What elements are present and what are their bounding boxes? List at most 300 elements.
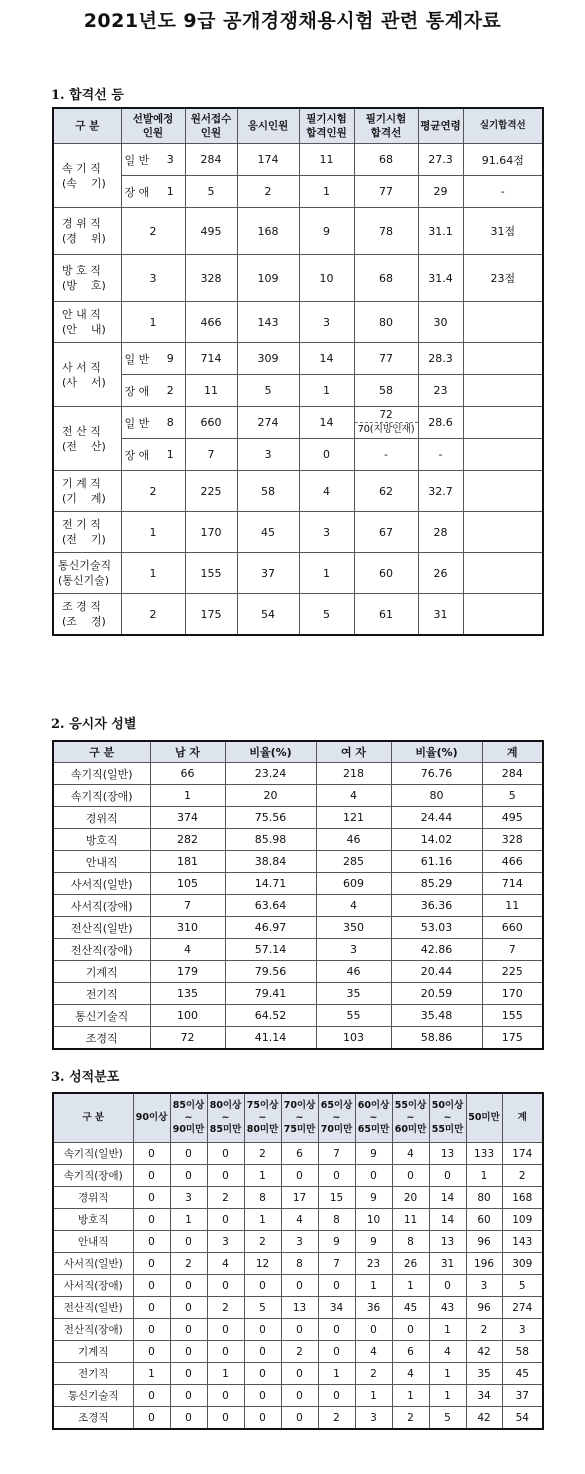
table-row — [53, 1143, 543, 1165]
cell: 0 — [299, 439, 354, 471]
cell: 31.4 — [418, 255, 463, 302]
table-cell: 10 — [355, 1209, 392, 1231]
table-cell: 0 — [244, 1319, 281, 1341]
table-cell: 1 — [150, 785, 225, 807]
table-cell: 0 — [170, 1165, 207, 1187]
table-row — [53, 1027, 543, 1050]
cell: 14 — [299, 407, 354, 439]
table-row — [53, 1165, 543, 1187]
cell: 7 — [185, 439, 237, 471]
cell: 80 — [354, 302, 418, 343]
table-row — [53, 1209, 543, 1231]
row-label: 사서직(일반) — [53, 1253, 133, 1275]
table-cell: 0 — [207, 1385, 244, 1407]
table-cell: 0 — [281, 1319, 318, 1341]
row-label: 속기직(일반) — [53, 1143, 133, 1165]
score-table-body — [53, 1143, 543, 1430]
header-written-cutoff: 필기시험 합격선 — [354, 108, 418, 144]
cell — [463, 512, 543, 553]
row-label: 통신기술직 — [53, 1385, 133, 1407]
cell: 170 — [185, 512, 237, 553]
table-cell: 34 — [466, 1385, 502, 1407]
cell: 225 — [185, 471, 237, 512]
cell: 28 — [418, 512, 463, 553]
table-cell: 0 — [133, 1231, 170, 1253]
cell: 8 — [156, 407, 185, 439]
row-name: 조 경 직 (조 경) — [53, 594, 121, 636]
table-cell: 14 — [429, 1187, 466, 1209]
table-cell: 179 — [150, 961, 225, 983]
cell: 174 — [237, 144, 299, 176]
table-cell: 20.44 — [391, 961, 482, 983]
row-annae — [53, 302, 543, 343]
table-cell: 2 — [318, 1407, 355, 1430]
table-cell: 9 — [355, 1187, 392, 1209]
table-cell: 13 — [429, 1143, 466, 1165]
cell: 78 — [354, 208, 418, 255]
cell — [463, 553, 543, 594]
table-cell: 42 — [466, 1341, 502, 1363]
table-row — [53, 895, 543, 917]
header-planned: 선발예정 인원 — [121, 108, 185, 144]
header-score-band: 80이상 ~ 85미만 — [207, 1093, 244, 1143]
row-name: 속 기 직 (속 기) — [53, 144, 121, 208]
cell: 2 — [237, 176, 299, 208]
sub-label: 일 반 — [121, 407, 156, 439]
row-tongsin — [53, 553, 543, 594]
cell: 11 — [299, 144, 354, 176]
table-cell: 54 — [502, 1407, 543, 1430]
table-cell: 0 — [170, 1297, 207, 1319]
row-label: 속기직(일반) — [53, 763, 150, 785]
table-cell: 0 — [281, 1363, 318, 1385]
cell: 2 — [121, 471, 185, 512]
table-cell: 310 — [150, 917, 225, 939]
table-cell: 0 — [133, 1407, 170, 1430]
table-cell: 45 — [502, 1363, 543, 1385]
row-label: 사서직(장애) — [53, 1275, 133, 1297]
cell: 77 — [354, 176, 418, 208]
table-cell: 8 — [281, 1253, 318, 1275]
sub-label: 일 반 — [121, 343, 156, 375]
table-cell: 8 — [318, 1209, 355, 1231]
table-cell: 155 — [482, 1005, 543, 1027]
table-cell: 24.44 — [391, 807, 482, 829]
cell: 31 — [418, 594, 463, 636]
cell — [463, 407, 543, 439]
row-label: 전산직(장애) — [53, 1319, 133, 1341]
row-name: 방 호 직 (방 호) — [53, 255, 121, 302]
cell — [463, 343, 543, 375]
table-cell: 285 — [316, 851, 391, 873]
cell: 1 — [299, 553, 354, 594]
table-cell: 284 — [482, 763, 543, 785]
table-cell: 0 — [281, 1385, 318, 1407]
table-cell: 328 — [482, 829, 543, 851]
table-cell: 660 — [482, 917, 543, 939]
table-cell: 4 — [355, 1341, 392, 1363]
table-cell: 1 — [244, 1209, 281, 1231]
table-cell: 374 — [150, 807, 225, 829]
row-saseo-disabled — [53, 375, 543, 407]
row-label: 전산직(일반) — [53, 1297, 133, 1319]
row-gigye — [53, 471, 543, 512]
table-cell: 0 — [133, 1319, 170, 1341]
row-bangho — [53, 255, 543, 302]
table-cell: 4 — [150, 939, 225, 961]
cell: 31.1 — [418, 208, 463, 255]
table-cell: 5 — [429, 1407, 466, 1430]
table-cell: 168 — [502, 1187, 543, 1209]
table-cell: 170 — [482, 983, 543, 1005]
section-title-cutoff: 1. 합격선 등 — [51, 88, 124, 103]
cell: 3 — [121, 255, 185, 302]
header-score-band: 70이상 ~ 75미만 — [281, 1093, 318, 1143]
table-cell: 0 — [133, 1253, 170, 1275]
table-cell: 2 — [244, 1231, 281, 1253]
table-cell: 0 — [207, 1143, 244, 1165]
cell: 5 — [299, 594, 354, 636]
table-cell: 0 — [133, 1385, 170, 1407]
table-row — [53, 1297, 543, 1319]
header-male: 남 자 — [150, 741, 225, 763]
cutoff-table — [52, 107, 544, 636]
cell: 143 — [237, 302, 299, 343]
header-score-band: 60이상 ~ 65미만 — [355, 1093, 392, 1143]
table-cell: 0 — [355, 1165, 392, 1187]
cell: 54 — [237, 594, 299, 636]
table-cell: 58.86 — [391, 1027, 482, 1050]
table-cell: 23.24 — [225, 763, 316, 785]
table-cell: 43 — [429, 1297, 466, 1319]
table-cell: 1 — [429, 1385, 466, 1407]
table-cell: 0 — [170, 1275, 207, 1297]
table-cell: 274 — [502, 1297, 543, 1319]
row-label: 전산직(장애) — [53, 939, 150, 961]
table-cell: 0 — [318, 1385, 355, 1407]
table-cell: 5 — [482, 785, 543, 807]
table-cell: 0 — [429, 1165, 466, 1187]
cell: 1 — [156, 439, 185, 471]
cell: - — [354, 439, 418, 471]
cell: 3 — [299, 512, 354, 553]
row-name: 사 서 직 (사 서) — [53, 343, 121, 407]
table-cell: 13 — [429, 1231, 466, 1253]
row-name: 전 기 직 (전 기) — [53, 512, 121, 553]
row-jeongi — [53, 512, 543, 553]
cell: - — [463, 176, 543, 208]
table-cell: 9 — [318, 1231, 355, 1253]
table-cell: 0 — [170, 1385, 207, 1407]
table-cell: 13 — [281, 1297, 318, 1319]
table-cell: 1 — [429, 1363, 466, 1385]
score-distribution-table — [52, 1092, 544, 1430]
table-cell: 5 — [502, 1275, 543, 1297]
cell: 1 — [299, 176, 354, 208]
row-name: 안 내 직 (안 내) — [53, 302, 121, 343]
table-cell: 66 — [150, 763, 225, 785]
table-cell: 3 — [281, 1231, 318, 1253]
table-cell: 0 — [281, 1275, 318, 1297]
table-cell: 133 — [466, 1143, 502, 1165]
row-label: 조경직 — [53, 1407, 133, 1430]
table-cell: 225 — [482, 961, 543, 983]
row-sokgi-disabled — [53, 176, 543, 208]
table-cell: 0 — [207, 1165, 244, 1187]
table-row — [53, 1385, 543, 1407]
header-total: 계 — [482, 741, 543, 763]
gender-table — [52, 740, 544, 1050]
table-cell: 11 — [482, 895, 543, 917]
table-cell: 7 — [318, 1253, 355, 1275]
table-cell: 79.56 — [225, 961, 316, 983]
table-cell: 181 — [150, 851, 225, 873]
cell: 29 — [418, 176, 463, 208]
cell: 58 — [354, 375, 418, 407]
sub-label: 장 애 — [121, 439, 156, 471]
row-label: 안내직 — [53, 851, 150, 873]
section-title-gender: 2. 응시자 성별 — [51, 717, 137, 732]
row-label: 안내직 — [53, 1231, 133, 1253]
header-category: 구 분 — [53, 1093, 133, 1143]
cell: 2 — [121, 208, 185, 255]
section-title-score-distribution: 3. 성적분포 — [51, 1070, 120, 1085]
table-cell: 1 — [355, 1385, 392, 1407]
cell-cutoff-two-line — [354, 407, 418, 439]
cell: 3 — [237, 439, 299, 471]
row-label: 방호직 — [53, 829, 150, 851]
table-cell: 57.14 — [225, 939, 316, 961]
table-cell: 42 — [466, 1407, 502, 1430]
cutoff-local-talent: 70(지방인재) — [355, 422, 418, 436]
table-cell: 0 — [133, 1143, 170, 1165]
table-cell: 175 — [482, 1027, 543, 1050]
table-cell: 2 — [207, 1297, 244, 1319]
table-cell: 196 — [466, 1253, 502, 1275]
cell: 109 — [237, 255, 299, 302]
cell: 328 — [185, 255, 237, 302]
header-score-band: 50미만 — [466, 1093, 502, 1143]
cell: 1 — [121, 553, 185, 594]
table-cell: 2 — [466, 1319, 502, 1341]
table-cell: 46 — [316, 961, 391, 983]
row-sokgi-normal — [53, 144, 543, 176]
table-cell: 1 — [466, 1165, 502, 1187]
header-category: 구 분 — [53, 741, 150, 763]
table-cell: 495 — [482, 807, 543, 829]
table-cell: 36 — [355, 1297, 392, 1319]
header-female: 여 자 — [316, 741, 391, 763]
table-row — [53, 1407, 543, 1430]
cell: 309 — [237, 343, 299, 375]
table-cell: 79.41 — [225, 983, 316, 1005]
table-row — [53, 1253, 543, 1275]
page-title: 2021년도 9급 공개경쟁채용시험 관련 통계자료 — [83, 10, 502, 32]
table-cell: 1 — [170, 1209, 207, 1231]
table-cell: 0 — [133, 1187, 170, 1209]
table-cell: 0 — [318, 1341, 355, 1363]
cell: 466 — [185, 302, 237, 343]
row-name: 경 위 직 (경 위) — [53, 208, 121, 255]
table-cell: 0 — [133, 1297, 170, 1319]
row-name: 기 계 직 (기 계) — [53, 471, 121, 512]
row-label: 전기직 — [53, 1363, 133, 1385]
score-header-row — [53, 1093, 543, 1143]
header-score-band: 계 — [502, 1093, 543, 1143]
cell: 9 — [299, 208, 354, 255]
cell: 2 — [156, 375, 185, 407]
table-cell: 0 — [429, 1275, 466, 1297]
table-cell: 0 — [207, 1209, 244, 1231]
cell: 68 — [354, 255, 418, 302]
table-cell: 0 — [244, 1341, 281, 1363]
table-cell: 41.14 — [225, 1027, 316, 1050]
table-cell: 0 — [133, 1275, 170, 1297]
table-cell: 35 — [316, 983, 391, 1005]
table-cell: 60 — [466, 1209, 502, 1231]
table-cell: 3 — [207, 1231, 244, 1253]
row-jogyeong — [53, 594, 543, 636]
table-cell: 0 — [170, 1341, 207, 1363]
table-cell: 0 — [170, 1407, 207, 1430]
cell — [463, 471, 543, 512]
table-cell: 14.02 — [391, 829, 482, 851]
table-cell: 96 — [466, 1231, 502, 1253]
table-cell: 0 — [281, 1407, 318, 1430]
table-cell: 6 — [392, 1341, 429, 1363]
header-score-band: 85이상 ~ 90미만 — [170, 1093, 207, 1143]
row-jeonsan-normal — [53, 407, 543, 439]
table-cell: 42.86 — [391, 939, 482, 961]
table-cell: 0 — [207, 1341, 244, 1363]
cell: 28.3 — [418, 343, 463, 375]
table-row — [53, 983, 543, 1005]
table-cell: 8 — [392, 1231, 429, 1253]
cell — [463, 302, 543, 343]
row-label: 전기직 — [53, 983, 150, 1005]
table-cell: 76.76 — [391, 763, 482, 785]
table-cell: 34 — [318, 1297, 355, 1319]
table-row — [53, 917, 543, 939]
table-cell: 9 — [355, 1231, 392, 1253]
table-cell: 0 — [392, 1165, 429, 1187]
cell: 60 — [354, 553, 418, 594]
row-label: 전산직(일반) — [53, 917, 150, 939]
cell: 62 — [354, 471, 418, 512]
table-cell: 17 — [281, 1187, 318, 1209]
row-label: 방호직 — [53, 1209, 133, 1231]
header-category: 구 분 — [53, 108, 121, 144]
cell: 68 — [354, 144, 418, 176]
table-cell: 38.84 — [225, 851, 316, 873]
cell: 37 — [237, 553, 299, 594]
cell: 660 — [185, 407, 237, 439]
table-cell: 20 — [225, 785, 316, 807]
gender-header-row — [53, 741, 543, 763]
cell: 91.64점 — [463, 144, 543, 176]
cell: 1 — [121, 302, 185, 343]
table-cell: 2 — [392, 1407, 429, 1430]
table-cell: 0 — [318, 1165, 355, 1187]
table-cell: 609 — [316, 873, 391, 895]
row-label: 경위직 — [53, 1187, 133, 1209]
table-cell: 1 — [392, 1275, 429, 1297]
row-jeonsan-disabled — [53, 439, 543, 471]
table-cell: 12 — [244, 1253, 281, 1275]
table-cell: 2 — [170, 1253, 207, 1275]
table-cell: 20 — [392, 1187, 429, 1209]
table-cell: 0 — [170, 1143, 207, 1165]
table-cell: 4 — [207, 1253, 244, 1275]
header-written-pass: 필기시험 합격인원 — [299, 108, 354, 144]
table-cell: 35 — [466, 1363, 502, 1385]
cell: 2 — [121, 594, 185, 636]
table-cell: 9 — [355, 1143, 392, 1165]
row-label: 기계직 — [53, 1341, 133, 1363]
header-score-band: 50이상 ~ 55미만 — [429, 1093, 466, 1143]
table-cell: 36.36 — [391, 895, 482, 917]
table-cell: 0 — [244, 1407, 281, 1430]
table-cell: 143 — [502, 1231, 543, 1253]
table-cell: 0 — [170, 1231, 207, 1253]
cell: 10 — [299, 255, 354, 302]
table-row — [53, 829, 543, 851]
cell: 58 — [237, 471, 299, 512]
cell: 26 — [418, 553, 463, 594]
table-row — [53, 851, 543, 873]
gender-table-body — [53, 763, 543, 1050]
table-cell: 46.97 — [225, 917, 316, 939]
row-gyeongwi — [53, 208, 543, 255]
table-cell: 309 — [502, 1253, 543, 1275]
cell: 274 — [237, 407, 299, 439]
table-cell: 63.64 — [225, 895, 316, 917]
table-cell: 80 — [391, 785, 482, 807]
row-name: 전 산 직 (전 산) — [53, 407, 121, 471]
table-row — [53, 961, 543, 983]
table-cell: 64.52 — [225, 1005, 316, 1027]
table-cell: 0 — [133, 1209, 170, 1231]
cell — [463, 594, 543, 636]
cell: 27.3 — [418, 144, 463, 176]
cell: 14 — [299, 343, 354, 375]
table-cell: 174 — [502, 1143, 543, 1165]
table-cell: 466 — [482, 851, 543, 873]
table-cell: 4 — [429, 1341, 466, 1363]
cell — [463, 439, 543, 471]
table-cell: 14 — [429, 1209, 466, 1231]
table-cell: 0 — [207, 1407, 244, 1430]
table-cell: 85.98 — [225, 829, 316, 851]
table-cell: 75.56 — [225, 807, 316, 829]
table-cell: 37 — [502, 1385, 543, 1407]
table-cell: 0 — [318, 1275, 355, 1297]
table-cell: 135 — [150, 983, 225, 1005]
header-score-band: 75이상 ~ 80미만 — [244, 1093, 281, 1143]
table-cell: 282 — [150, 829, 225, 851]
table-row — [53, 1187, 543, 1209]
row-label: 사서직(일반) — [53, 873, 150, 895]
table-cell: 103 — [316, 1027, 391, 1050]
cell: 9 — [156, 343, 185, 375]
cell: 45 — [237, 512, 299, 553]
cell: 32.7 — [418, 471, 463, 512]
table-cell: 53.03 — [391, 917, 482, 939]
cell: 30 — [418, 302, 463, 343]
cell: 3 — [299, 302, 354, 343]
table-cell: 2 — [281, 1341, 318, 1363]
table-row — [53, 1341, 543, 1363]
